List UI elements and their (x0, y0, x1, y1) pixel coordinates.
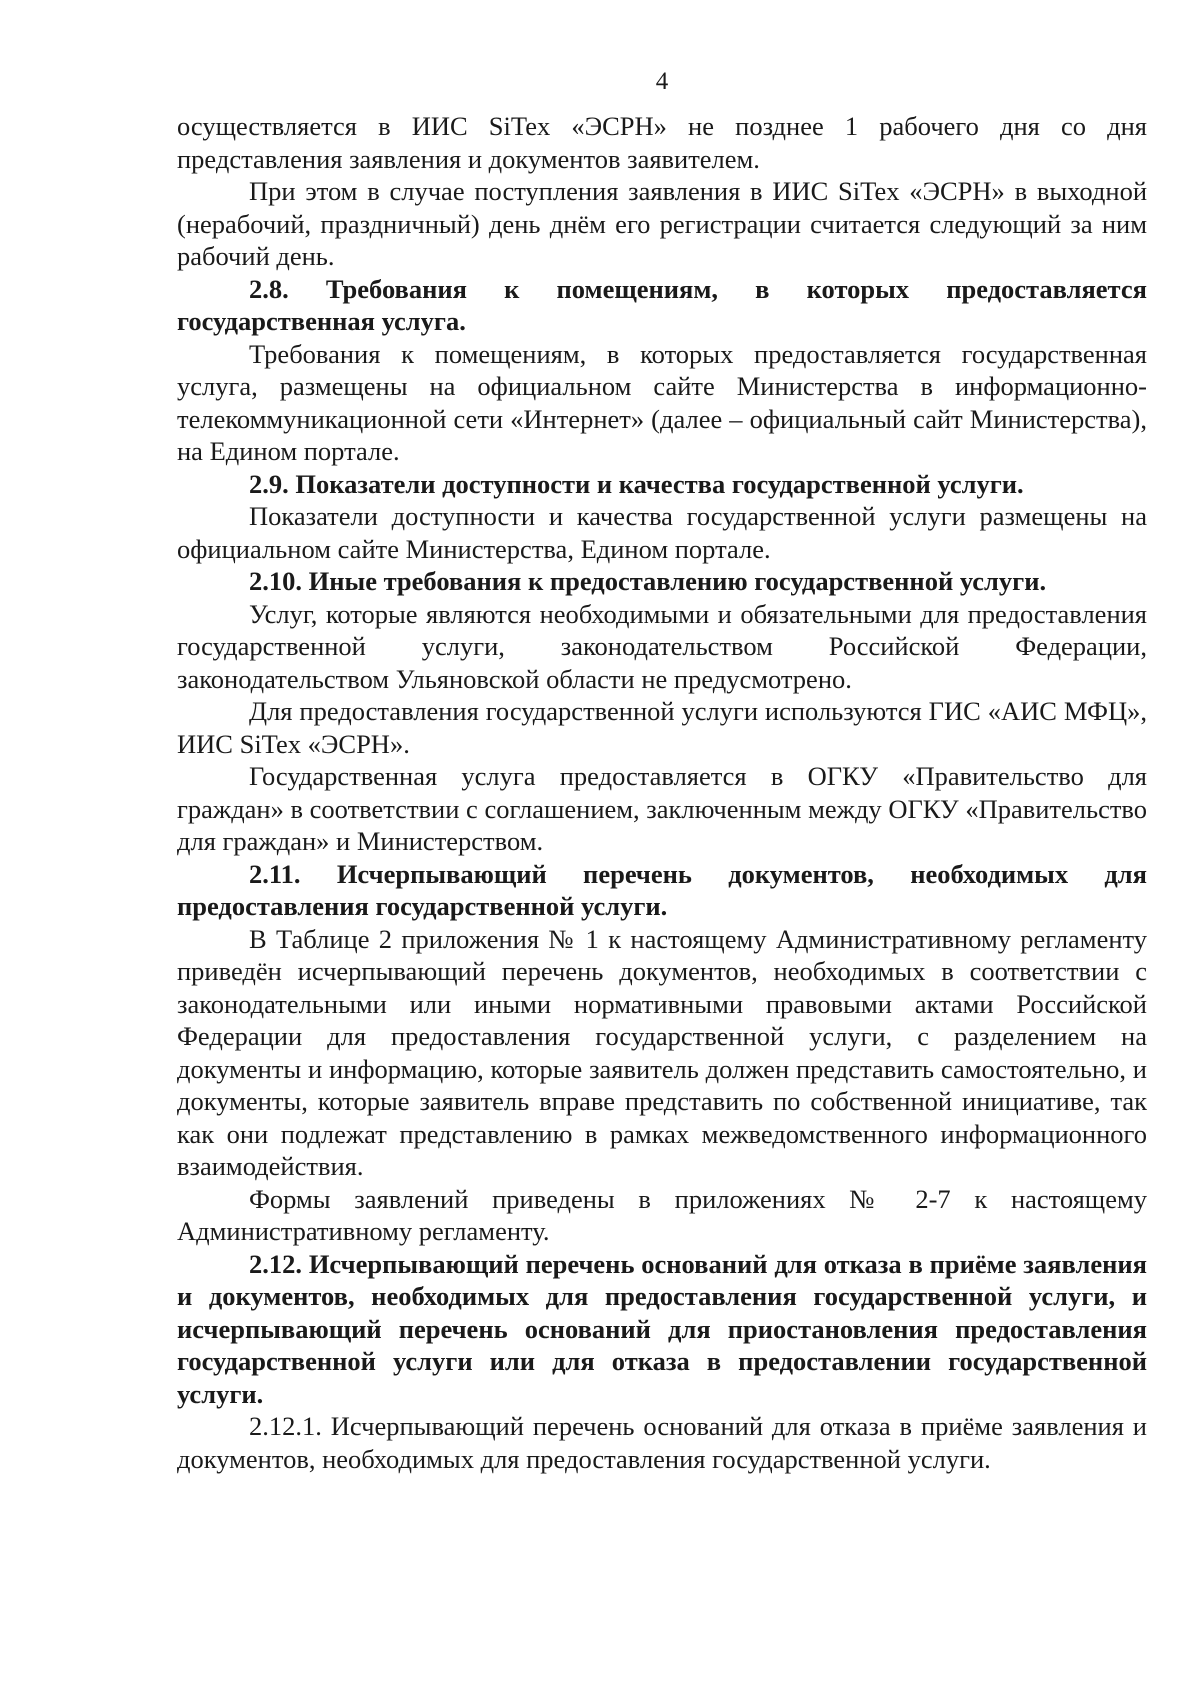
body-paragraph: Требования к помещениям, в которых предоставляется государственная услуга, размещены на официальном сайте Министерства в информационно-телекоммуникационной сети «Интернет» (далее – официальный сайт Министерства), на Едином портале. (177, 338, 1147, 466)
section-heading: 2.8. Требования к помещениям, в которых предоставляется государственная услуга. (177, 273, 1147, 336)
body-paragraph: Показатели доступности и качества государственной услуги размещены на официальном сайте Министерства, Едином портале. (177, 501, 1147, 564)
section-heading: 2.9. Показатели доступности и качества государственной услуги. (249, 468, 1024, 499)
body-paragraph: В Таблице 2 приложения № 1 к настоящему Административному регламенту приведён исчерпывающий перечень документов, необходимых в соответствии с законодательными или иными нормативными правовыми актами Российской Федерации для предоставления государственной услуги, с разделением на документы и информацию, которые заявитель должен представить самостоятельно, и документы, которые заявитель вправе представить по собственной инициативе, так как они подлежат представлению в рамках межведомственного информационного взаимодействия. (177, 923, 1147, 1181)
section-heading: 2.11. Исчерпывающий перечень документов, необходимых для предоставления государственной услуги. (177, 858, 1147, 921)
body-paragraph: осуществляется в ИИС SiTex «ЭСРН» не позднее 1 рабочего дня со дня представления заявления и документов заявителем. (177, 111, 1147, 174)
body-paragraph: Формы заявлений приведены в приложениях № 2-7 к настоящему Административному регламенту. (177, 1183, 1147, 1246)
body-paragraph: Для предоставления государственной услуги используются ГИС «АИС МФЦ», ИИС SiTex «ЭСРН». (177, 696, 1147, 759)
page-number: 4 (655, 68, 669, 95)
section-heading: 2.12. Исчерпывающий перечень оснований для отказа в приёме заявления и документов, необходимых для предоставления государственной услуги, и исчерпывающий перечень оснований для приостановления предоставления государственной услуги или для отказа в предоставлении государственной услуги. (177, 1248, 1147, 1409)
body-paragraph: Услуг, которые являются необходимыми и обязательными для предоставления государственной услуги, законодательством Российской Федерации, законодательством Ульяновской области не предусмотрено. (177, 598, 1147, 694)
body-paragraph: Государственная услуга предоставляется в ОГКУ «Правительство для граждан» в соответствии с соглашением, заключенным между ОГКУ «Правительство для граждан» и Министерством. (177, 761, 1147, 856)
body-paragraph: При этом в случае поступления заявления в ИИС SiTex «ЭСРН» в выходной (нерабочий, праздничный) день днём его регистрации считается следующий за ним рабочий день. (177, 176, 1147, 271)
document-page (177, 62, 1147, 1475)
section-heading: 2.10. Иные требования к предоставлению государственной услуги. (249, 566, 1047, 596)
body-paragraph: 2.12.1. Исчерпывающий перечень оснований для отказа в приёме заявления и документов, необходимых для предоставления государственной услуги. (177, 1411, 1147, 1474)
document-body (177, 110, 1147, 1475)
